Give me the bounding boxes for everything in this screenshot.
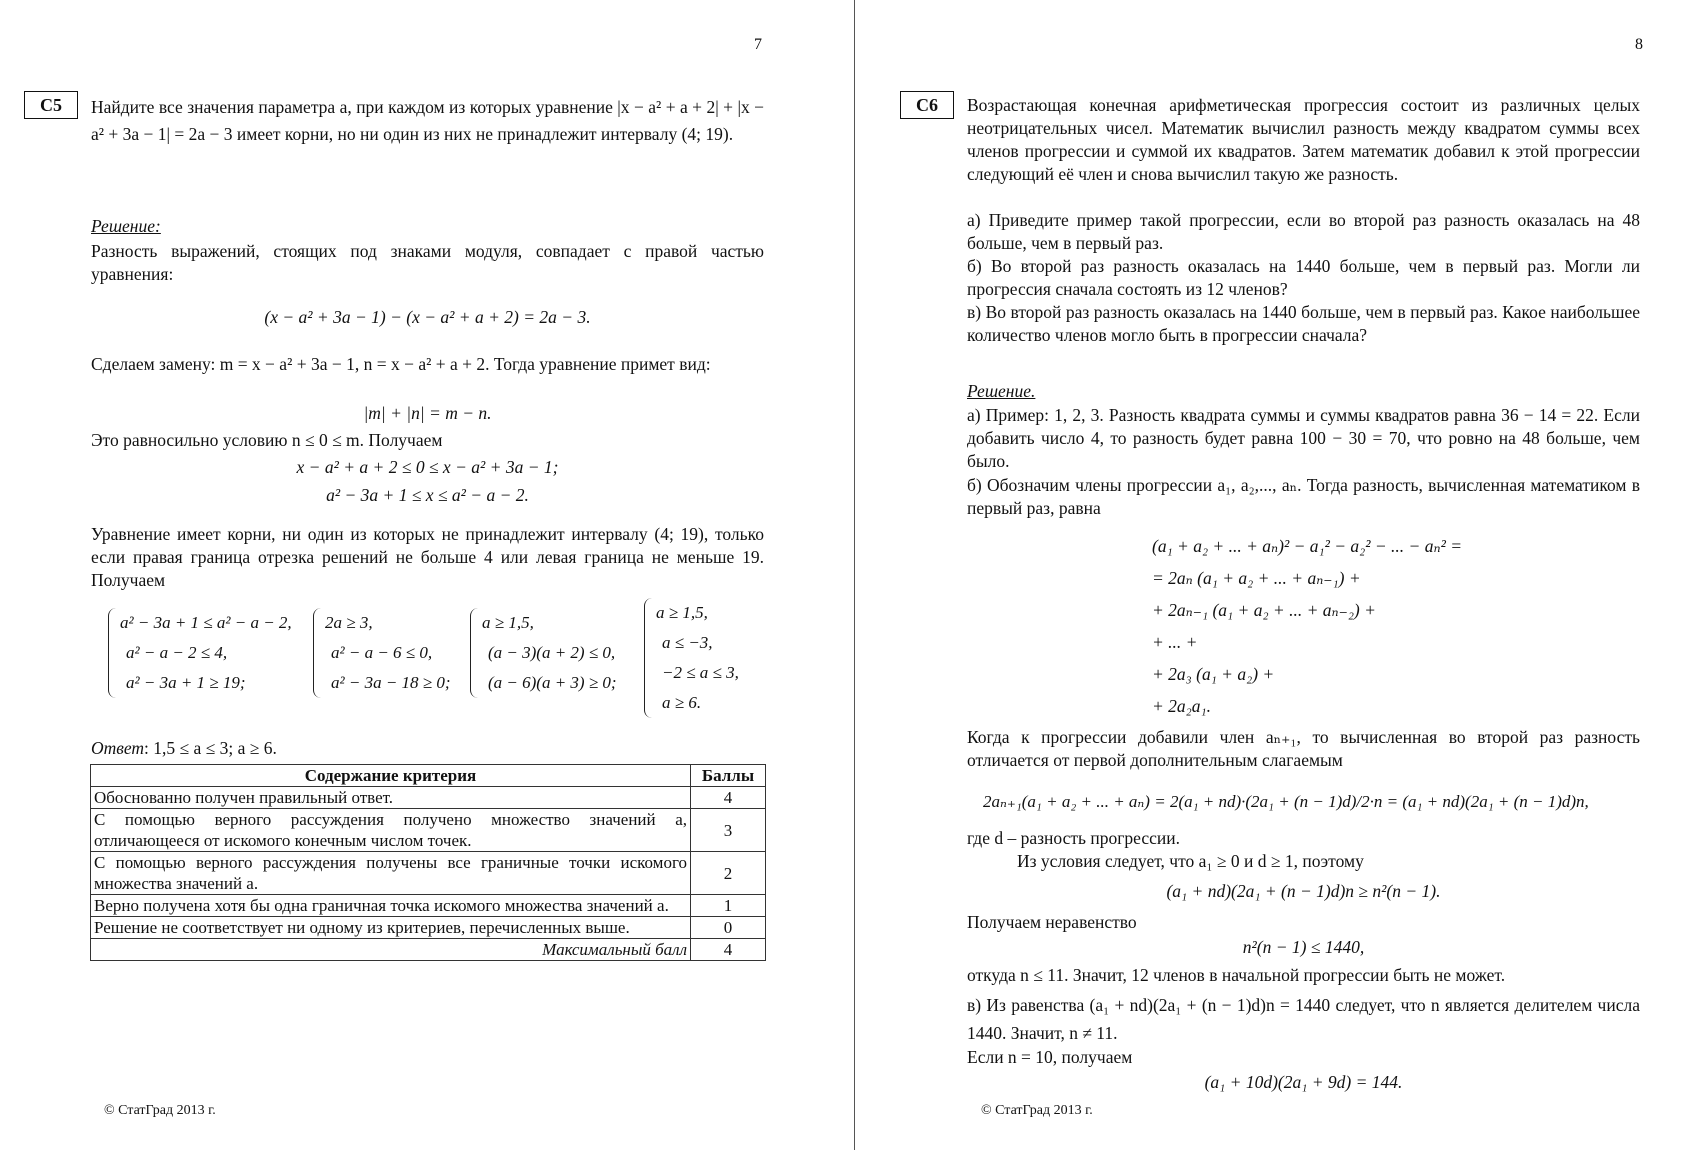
criterion-points: 3 <box>691 809 766 852</box>
solution-paragraph: Получаем неравенство <box>967 912 1137 932</box>
page-number: 8 <box>1635 36 1643 53</box>
solution-part-a: а) Пример: 1, 2, 3. Разность квадрата суммы и суммы квадратов равна 36 − 14 = 22. Если добавить число 4, то разность будет равна 100 − 30 = 70, что ровно на 48 больше, чем было. <box>967 405 1640 471</box>
page-divider <box>854 0 855 1150</box>
footer: © СтатГрад 2013 г. <box>104 1103 216 1118</box>
criterion-points: 2 <box>691 852 766 895</box>
criterion-text: С помощью верного рассуждения получены все граничные точки искомого множества значений a. <box>91 852 691 895</box>
inequality: (a₁ + nd)(2a₁ + (n − 1)d)n ≥ n²(n − 1). <box>1166 881 1441 901</box>
task-tag-c6: С6 <box>900 91 954 119</box>
criterion-points: 0 <box>691 917 766 939</box>
system-2 <box>313 608 451 698</box>
sum-expansion <box>1152 530 1462 722</box>
footer: © СтатГрад 2013 г. <box>981 1103 1093 1118</box>
solution-paragraph: Когда к прогрессии добавили член aₙ₊₁, то вычисленная во второй раз разность отличается от первой дополнительным слагаемым <box>967 727 1640 770</box>
solution-part-b: б) Обозначим члены прогрессии a₁, a₂,..., aₙ. Тогда разность, вычисленная математиком в первый раз, равна <box>967 475 1640 518</box>
system-line: a ≥ 6. <box>662 693 702 712</box>
solution-paragraph: Это равносильно условию n ≤ 0 ≤ m. Получаем <box>91 430 443 450</box>
task-part-c: в) Во второй раз разность оказалась на 1440 больше, чем в первый раз. Какое наибольшее количество членов могло быть в прогрессии сначала? <box>967 302 1640 345</box>
system-line: a ≥ 1,5, <box>482 613 534 632</box>
solution-paragraph: Сделаем замену: m = x − a² + 3a − 1, n = x − a² + a + 2. Тогда уравнение примет вид: <box>91 354 711 374</box>
system-line: −2 ≤ a ≤ 3, <box>662 663 739 682</box>
where-d: где d – разность прогрессии. <box>967 828 1180 848</box>
task-text: Найдите все значения параметра a, при каждом из которых уравнение |x − a² + a + 2| + |x − a² + 3a − 1| = 2a − 3 имеет корни, но ни один из них не принадлежит интервалу (4; 19). <box>91 97 764 144</box>
right-page <box>857 0 1706 1150</box>
brace <box>644 598 653 718</box>
conclusion-b: откуда n ≤ 11. Значит, 12 членов в начальной прогрессии быть не может. <box>967 965 1506 985</box>
criterion-text: Верно получена хотя бы одна граничная точка искомого множества значений a. <box>91 895 691 917</box>
criterion-text: Обоснованно получен правильный ответ. <box>91 787 691 809</box>
formula-line: + 2a₃ (a₁ + a₂) + <box>1152 664 1275 684</box>
max-score-value: 4 <box>691 939 766 961</box>
system-line: (a − 6)(a + 3) ≥ 0; <box>488 673 617 692</box>
table-row <box>91 787 766 809</box>
criterion-points: 4 <box>691 787 766 809</box>
table-row <box>91 917 766 939</box>
formula-line: + 2a₂a₁. <box>1152 696 1211 716</box>
table-row <box>91 895 766 917</box>
big-formula: 2aₙ₊₁(a₁ + a₂ + ... + aₙ) = 2(a₁ + nd)·(2a₁ + (n − 1)d)/2·n = (a₁ + nd)(2a₁ + (n − 1)d)n, <box>983 792 1589 811</box>
system-line: a² − a − 2 ≤ 4, <box>126 643 228 662</box>
table-max-row <box>91 939 766 961</box>
table-row <box>91 852 766 895</box>
max-score-label: Максимальный балл <box>91 939 691 961</box>
task-text: Возрастающая конечная арифметическая прогрессия состоит из различных целых неотрицательных чисел. Математик вычислил разность между квадратом суммы всех членов прогрессии и суммой их квадратов. Затем математик добавил к этой прогрессии следующий её член и снова вычислил такую же разность. <box>967 95 1640 184</box>
task-part-a: а) Приведите пример такой прогрессии, если во второй раз разность оказалась на 48 больше, чем в первый раз. <box>967 210 1640 253</box>
equation: a² − 3a + 1 ≤ x ≤ a² − a − 2. <box>326 485 529 505</box>
table-header-row <box>91 765 766 787</box>
solution-part-c: в) Из равенства (a₁ + nd)(2a₁ + (n − 1)d)n = 1440 следует, что n является делителем числа 1440. Значит, n ≠ 11. <box>967 995 1640 1043</box>
inequality: n²(n − 1) ≤ 1440, <box>1242 937 1365 957</box>
solution-heading: Решение: <box>91 216 161 236</box>
system-4 <box>644 598 739 718</box>
answer-label: Ответ <box>91 738 145 758</box>
task-part-b: б) Во второй раз разность оказалась на 1440 больше, чем в первый раз. Могли ли прогрессия сначала состоять из 12 членов? <box>967 256 1640 299</box>
answer-value: : 1,5 ≤ a ≤ 3; a ≥ 6. <box>144 738 277 758</box>
formula-line: = 2aₙ (a₁ + a₂ + ... + aₙ₋₁) + <box>1152 568 1361 588</box>
table-header: Содержание критерия <box>91 765 691 787</box>
table-row <box>91 809 766 852</box>
system-line: a ≤ −3, <box>662 633 713 652</box>
system-1 <box>108 608 292 698</box>
equation: (x − a² + 3a − 1) − (x − a² + a + 2) = 2a − 3. <box>264 307 591 327</box>
task-tag-c5: С5 <box>24 91 78 119</box>
criteria-table <box>90 764 766 961</box>
equation: (a₁ + 10d)(2a₁ + 9d) = 144. <box>1204 1072 1403 1092</box>
brace <box>470 608 479 698</box>
solution-paragraph: Если n = 10, получаем <box>967 1047 1133 1067</box>
brace <box>108 608 117 698</box>
criterion-text: Решение не соответствует ни одному из критериев, перечисленных выше. <box>91 917 691 939</box>
solution-heading: Решение. <box>967 381 1036 401</box>
formula-line: (a₁ + a₂ + ... + aₙ)² − a₁² − a₂² − ... − aₙ² = <box>1152 536 1463 556</box>
answer <box>91 737 277 760</box>
condition-text: Из условия следует, что a₁ ≥ 0 и d ≥ 1, поэтому <box>1017 851 1364 871</box>
system-3 <box>470 608 617 698</box>
page-number: 7 <box>754 36 762 53</box>
brace <box>313 608 322 698</box>
system-line: a ≥ 1,5, <box>656 603 708 622</box>
criterion-text: С помощью верного рассуждения получено множество значений a, отличающееся от искомого конечным числом точек. <box>91 809 691 852</box>
solution-paragraph: Разность выражений, стоящих под знаками модуля, совпадает с правой частью уравнения: <box>91 241 764 284</box>
system-line: a² − a − 6 ≤ 0, <box>331 643 433 662</box>
system-line: a² − 3a + 1 ≥ 19; <box>126 673 246 692</box>
system-line: 2a ≥ 3, <box>325 613 373 632</box>
table-header: Баллы <box>691 765 766 787</box>
formula-line: + ... + <box>1152 632 1198 652</box>
equation: x − a² + a + 2 ≤ 0 ≤ x − a² + 3a − 1; <box>296 457 559 477</box>
criterion-points: 1 <box>691 895 766 917</box>
system-line: a² − 3a + 1 ≤ a² − a − 2, <box>120 613 292 632</box>
solution-paragraph: Уравнение имеет корни, ни один из которых не принадлежит интервалу (4; 19), только если правая граница отрезка решений не больше 4 или левая граница не меньше 19. Получаем <box>91 524 764 590</box>
equation: |m| + |n| = m − n. <box>363 403 492 423</box>
system-line: (a − 3)(a + 2) ≤ 0, <box>488 643 616 662</box>
system-line: a² − 3a − 18 ≥ 0; <box>331 673 451 692</box>
formula-line: + 2aₙ₋₁ (a₁ + a₂ + ... + aₙ₋₂) + <box>1152 600 1376 620</box>
